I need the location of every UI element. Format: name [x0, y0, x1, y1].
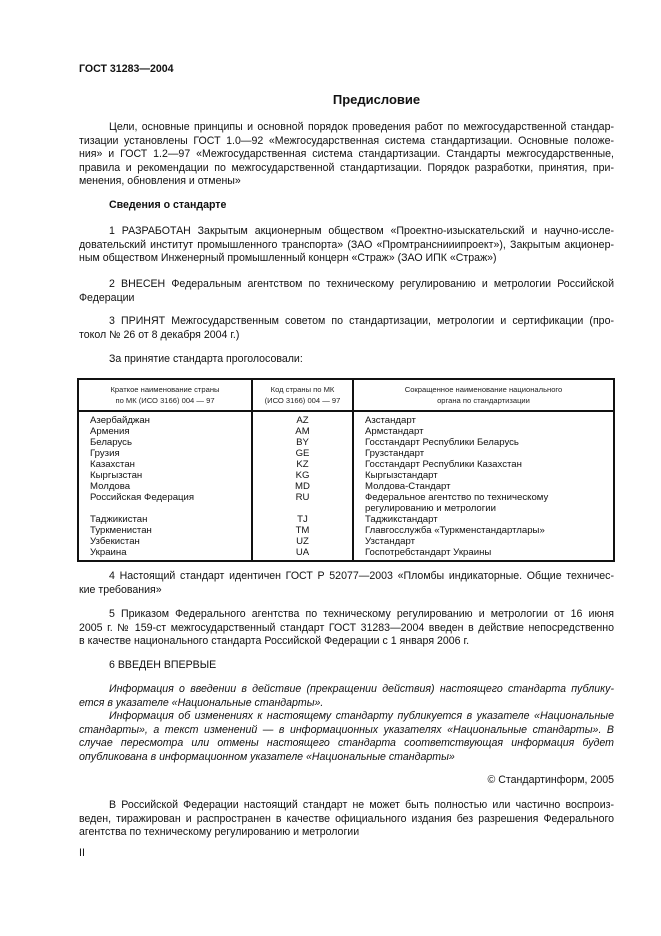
notice-changes: [79, 710, 614, 764]
doc-id: ГОСТ 31283—2004: [79, 63, 174, 75]
table-row: [78, 547, 614, 561]
cell-body: Молдова-Стандарт: [353, 481, 614, 492]
cell-body: Госпотребстандарт Украины: [353, 547, 614, 561]
table-row: [78, 481, 614, 492]
intro-paragraph: [79, 121, 614, 189]
text-line: довательский институт промышленного транспорта» (ЗАО «Промтранснииипроект»), Закрытым акционер-: [79, 238, 614, 251]
table-row: [78, 525, 614, 536]
cell-body: Госстандарт Республики Казахстан: [353, 459, 614, 470]
cell-country: Кыргызстан: [78, 470, 252, 481]
info-heading-text: Сведения о стандарте: [109, 199, 227, 211]
text-line: 2 ВНЕСЕН Федеральным агентством по техническому регулированию и метрологии Российской: [109, 278, 614, 290]
cell-body: Армстандарт: [353, 426, 614, 437]
text-line: 5 Приказом Федерального агентства по техническому регулированию и метрологии от 16 июня: [109, 608, 614, 620]
table-row: [78, 437, 614, 448]
col-header-text: Сокращенное наименование национального органа по стандартизации: [404, 385, 563, 405]
cell-body: Грузстандарт: [353, 448, 614, 459]
cell-code: KG: [252, 470, 353, 481]
text-line: Федерации: [79, 291, 135, 304]
text-line: менения, обновления и отмены»: [79, 175, 241, 187]
text-line: опубликована в информационном указателе «Национальные стандарты»: [79, 750, 455, 763]
cell-code: UZ: [252, 536, 353, 547]
text-line: Цели, основные принципы и основной порядок проведения работ по межгосударственной стандар-: [109, 121, 614, 133]
item-3: [79, 315, 614, 342]
voted-text: За принятие стандарта проголосовали:: [109, 353, 303, 365]
cell-code: RU: [252, 492, 353, 514]
cell-country: Казахстан: [78, 459, 252, 470]
text-line: 4 Настоящий стандарт идентичен ГОСТ Р 52077—2003 «Пломбы индикаторные. Общие техничес-: [109, 570, 614, 582]
text-line: ется в указателе «Национальные стандарты».: [79, 696, 324, 709]
page-number-text: II: [79, 847, 85, 859]
cell-body: Таджикстандарт: [353, 514, 614, 525]
rights-notice: [79, 799, 614, 840]
table-row: [78, 426, 614, 437]
cell-code: UA: [252, 547, 353, 561]
table-row: [78, 470, 614, 481]
text-line: кие требования»: [79, 583, 162, 596]
cell-body: Кыргызстандарт: [353, 470, 614, 481]
cell-code: TM: [252, 525, 353, 536]
cell-body: Узстандарт: [353, 536, 614, 547]
cell-country: Таджикистан: [78, 514, 252, 525]
text-line: В Российской Федерации настоящий стандарт не может быть полностью или частично воспроиз-: [109, 799, 614, 811]
cell-country: Туркменистан: [78, 525, 252, 536]
col-header-body: [353, 379, 614, 411]
col-header-code: [252, 379, 353, 411]
cell-country: Армения: [78, 426, 252, 437]
text-line: Информация об изменениях к настоящему стандарту публикуется в указателе «Национальные: [109, 710, 614, 722]
text-line: тизации установлены ГОСТ 1.0—92 «Межгосударственная система стандартизации. Основные положе-: [79, 134, 614, 147]
table-row: [78, 514, 614, 525]
table-header-row: [78, 379, 614, 411]
text-line: веден, тиражирован и распространен в качестве официального издания без разрешения Федерального: [79, 812, 614, 825]
page-number: [79, 847, 614, 861]
cell-country: Беларусь: [78, 437, 252, 448]
copyright-text: © Стандартинформ, 2005: [487, 774, 614, 786]
text-line: Информация о введении в действие (прекращении действия) настоящего стандарта публику-: [109, 683, 614, 695]
item-1: [79, 225, 614, 266]
text-line: случае пересмотра или отмены настоящего стандарта соответствующая информация будет: [79, 737, 614, 749]
text-line: 2005 г. № 159-ст межгосударственный стандарт ГОСТ 31283—2004 введен в действие непосредственно: [79, 621, 614, 634]
text-line: ния» и ГОСТ 1.2—97 «Межгосударственная система стандартизации. Стандарты межгосударственные,: [79, 148, 614, 160]
copyright: [79, 774, 614, 788]
item-4: [79, 570, 614, 597]
text-line: ным обществом Инженерный промышленный концерн «Страж» (ЗАО ИПК «Страж»): [79, 252, 497, 264]
text-line: стандарты», а текст изменений — в информационных указателях «Национальные стандарты». В: [79, 723, 614, 736]
col-header-country: [78, 379, 252, 411]
text-line: агентства по техническому регулированию и метрологии: [79, 826, 360, 838]
col-header-text: Код страны по МК (ИСО 3166) 004 — 97: [264, 385, 341, 405]
cell-code: MD: [252, 481, 353, 492]
item-6: [79, 659, 644, 673]
notice-introduction: [79, 683, 614, 710]
voting-table: [77, 378, 615, 562]
table-row: [78, 536, 614, 547]
cell-code: GE: [252, 448, 353, 459]
voted-label: [79, 353, 644, 367]
cell-body: Федеральное агентство по техническому регулированию и метрологии: [353, 492, 614, 514]
item-2: [79, 278, 614, 305]
cell-body: Главгосслужба «Туркменстандартлары»: [353, 525, 614, 536]
col-header-text: Краткое наименование страны по МК (ИСО 3166) 004 — 97: [110, 385, 220, 405]
cell-country: Азербайджан: [78, 411, 252, 426]
cell-country: Молдова: [78, 481, 252, 492]
cell-body: Азстандарт: [353, 411, 614, 426]
text-line: 3 ПРИНЯТ Межгосударственным советом по стандартизации, метрологии и сертификации (про-: [109, 315, 614, 327]
cell-country: Украина: [78, 547, 252, 561]
text-line: токол № 26 от 8 декабря 2004 г.): [79, 328, 240, 341]
info-heading: [79, 199, 644, 213]
item-6-text: 6 ВВЕДЕН ВПЕРВЫЕ: [109, 659, 217, 671]
cell-country: Узбекистан: [78, 536, 252, 547]
cell-code: KZ: [252, 459, 353, 470]
cell-country: Грузия: [78, 448, 252, 459]
text-line: правила и рекомендации по межгосударственной стандартизации. Порядок разработки, принятия, при-: [79, 161, 614, 174]
cell-code: TJ: [252, 514, 353, 525]
doc-id-header: [79, 63, 614, 77]
page-title: Предисловие: [332, 92, 421, 107]
cell-code: AM: [252, 426, 353, 437]
cell-code: AZ: [252, 411, 353, 426]
text-line: в качестве национального стандарта Российской Федерации с 1 января 2006 г.: [79, 635, 470, 647]
item-5: [79, 608, 614, 649]
table-row: [78, 459, 614, 470]
table-row: [78, 448, 614, 459]
table-row: [78, 411, 614, 426]
cell-body: Госстандарт Республики Беларусь: [353, 437, 614, 448]
cell-country: Российская Федерация: [78, 492, 252, 514]
table-row: [78, 492, 614, 514]
text-line: 1 РАЗРАБОТАН Закрытым акционерным обществом «Проектно-изыскательский и научно-иссле-: [109, 225, 614, 237]
cell-code: BY: [252, 437, 353, 448]
